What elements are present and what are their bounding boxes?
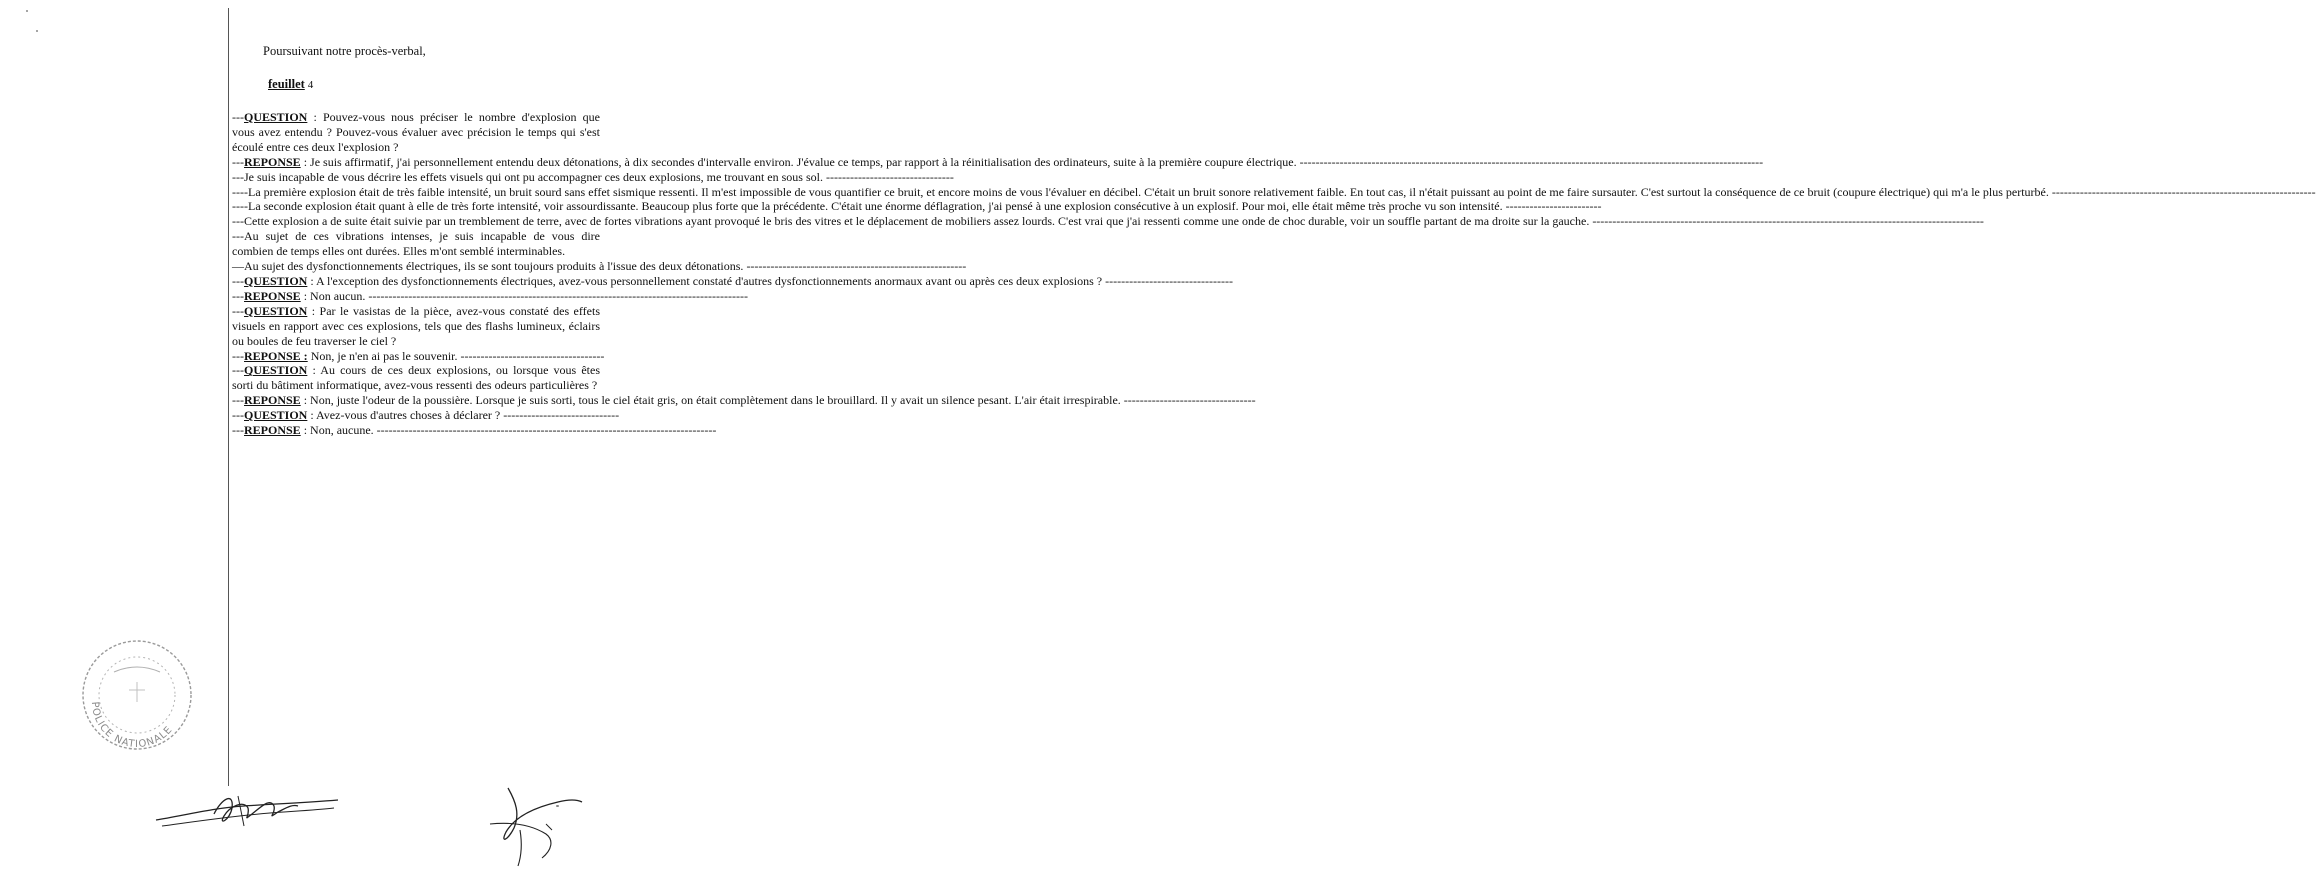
- scan-speck: [556, 805, 559, 807]
- filler-dashes: ------------------------: [1505, 199, 1602, 214]
- signature-left: [152, 786, 342, 836]
- question-tag: QUESTION: [244, 363, 308, 378]
- filler-dashes: --------------------------------------------------------------------------------------------------------------------: [1299, 154, 1764, 169]
- filler-dashes: --------------------------------------------------------------------------------------------------: [1592, 214, 1984, 229]
- filler-dashes: ------------------------------------: [460, 348, 605, 363]
- sheet-heading: [268, 77, 313, 92]
- paragraph: —Au sujet des dysfonctionnements électriques, ils se sont toujours produits à l'issue des deux détonations. -------------------------------------------------------: [232, 259, 967, 274]
- filler-dashes: -------------------------------------------------------: [746, 259, 967, 274]
- paragraph: ---Cette explosion a de suite était suivie par un tremblement de terre, avec de fortes vibrations ayant provoqué le bris des vitres et le déplacement de mobiliers assez lourds. C'est vrai que j'ai ressenti comme une onde de choc durable, voir un souffle partant de ma droite sur la gauche. --------------------------------------------------------------------------------------------------: [232, 214, 1984, 229]
- filler-dashes: -----------------------------: [503, 408, 620, 423]
- question-tag: QUESTION: [244, 273, 308, 288]
- paragraph: ---REPONSE : Non, aucune. -------------------------------------------------------------------------------------: [232, 423, 717, 438]
- answer-tag: REPONSE: [244, 393, 301, 408]
- margin-rule: [228, 8, 229, 786]
- paragraph: ---QUESTION : A l'exception des dysfonctionnements électriques, avez-vous personnellement constaté d'autres dysfonctionnements anormaux avant ou après ces deux explosions ? --------------------------------: [232, 273, 1233, 288]
- police-stamp-seal: [74, 632, 200, 758]
- sheet-number: 4: [307, 79, 314, 91]
- intro-line: Poursuivant notre procès-verbal,: [263, 44, 426, 58]
- signature-right: [470, 784, 585, 869]
- filler-dashes: --------------------------------: [825, 169, 954, 184]
- svg-text:POLICE NATIONALE: POLICE NATIONALE: [88, 701, 175, 751]
- paragraph: ---QUESTION : Avez-vous d'autres choses à déclarer ? -----------------------------: [232, 408, 620, 423]
- answer-tag: REPONSE: [244, 423, 301, 438]
- filler-dashes: ------------------------------------------------------------------: [2051, 184, 2316, 199]
- paragraph: ---QUESTION : Au cours de ces deux explosions, ou lorsque vous êtes sorti du bâtiment informatique, avez-vous ressenti des odeurs particulières ?: [232, 363, 600, 393]
- question-tag: QUESTION: [244, 303, 308, 318]
- question-tag: QUESTION: [244, 110, 308, 124]
- paragraph: ---Au sujet de ces vibrations intenses, je suis incapable de vous dire combien de temps elles ont durées. Elles m'ont semblé interminables.: [232, 229, 600, 259]
- paragraph: ---Je suis incapable de vous décrire les effets visuels qui ont pu accompagner ces deux explosions, me trouvant en sous sol. --------------------------------: [232, 169, 954, 184]
- question-tag: QUESTION: [244, 408, 308, 423]
- answer-tag: REPONSE :: [244, 348, 308, 363]
- paragraph: ---REPONSE : Non aucun. -----------------------------------------------------------------------------------------------: [232, 288, 748, 303]
- scan-speck: [26, 10, 28, 12]
- scan-speck: [36, 30, 38, 32]
- sheet-label: feuillet: [268, 77, 305, 91]
- statement-body: [232, 110, 2316, 438]
- filler-dashes: --------------------------------: [1105, 273, 1233, 288]
- answer-tag: REPONSE: [244, 154, 301, 169]
- filler-dashes: -----------------------------------------------------------------------------------------------: [368, 288, 748, 303]
- paragraph: ---REPONSE : Non, je n'en ai pas le souvenir. ------------------------------------: [232, 348, 605, 363]
- paragraph: ---QUESTION : Pouvez-vous nous préciser le nombre d'explosion que vous avez entendu ? Pouvez-vous évaluer avec précision le temps qui s'est écoulé entre ces deux l'explosion ?: [232, 110, 600, 154]
- paragraph: ---QUESTION : Par le vasistas de la pièce, avez-vous constaté des effets visuels en rapport avec ces explosions, tels que des flashs lumineux, éclairs ou boules de feu traverser le ciel ?: [232, 303, 600, 348]
- paragraph: ---REPONSE : Non, juste l'odeur de la poussière. Lorsque je suis sorti, tous le ciel était gris, on était complètement dans le brouillard. Il y avait un silence pesant. L'air était irrespirable. ---------------------------------: [232, 393, 1256, 408]
- filler-dashes: ---------------------------------: [1123, 393, 1256, 408]
- paragraph: ---REPONSE : Je suis affirmatif, j'ai personnellement entendu deux détonations, à dix secondes d'intervalle environ. J'évalue ce temps, par rapport à la réinitialisation des ordinateurs, suite à la première coupure électrique. --------------------------------------------------------------------------------------------------------------------: [232, 154, 1764, 169]
- paragraph: ----La première explosion était de très faible intensité, un bruit sourd sans effet sismique ressenti. Il m'est impossible de vous quantifier ce bruit, et encore moins de vous l'évaluer en décibel. C'était un bruit sonore relativement faible. En tout cas, il n'était puissant au point de me faire sursauter. C'est surtout la conséquence de ce bruit (coupure électrique) qui m'a le plus perturbé. ------------------------------------------------------------------: [232, 184, 2316, 199]
- paragraph: ----La seconde explosion était quant à elle de très forte intensité, voir assourdissante. Beaucoup plus forte que la précédente. C'était une énorme déflagration, j'ai pensé à une explosion consécutive à un explosif. Pour moi, elle était même très proche vu son intensité. ------------------------: [232, 199, 1602, 214]
- filler-dashes: -------------------------------------------------------------------------------------: [376, 423, 717, 438]
- answer-tag: REPONSE: [244, 288, 301, 303]
